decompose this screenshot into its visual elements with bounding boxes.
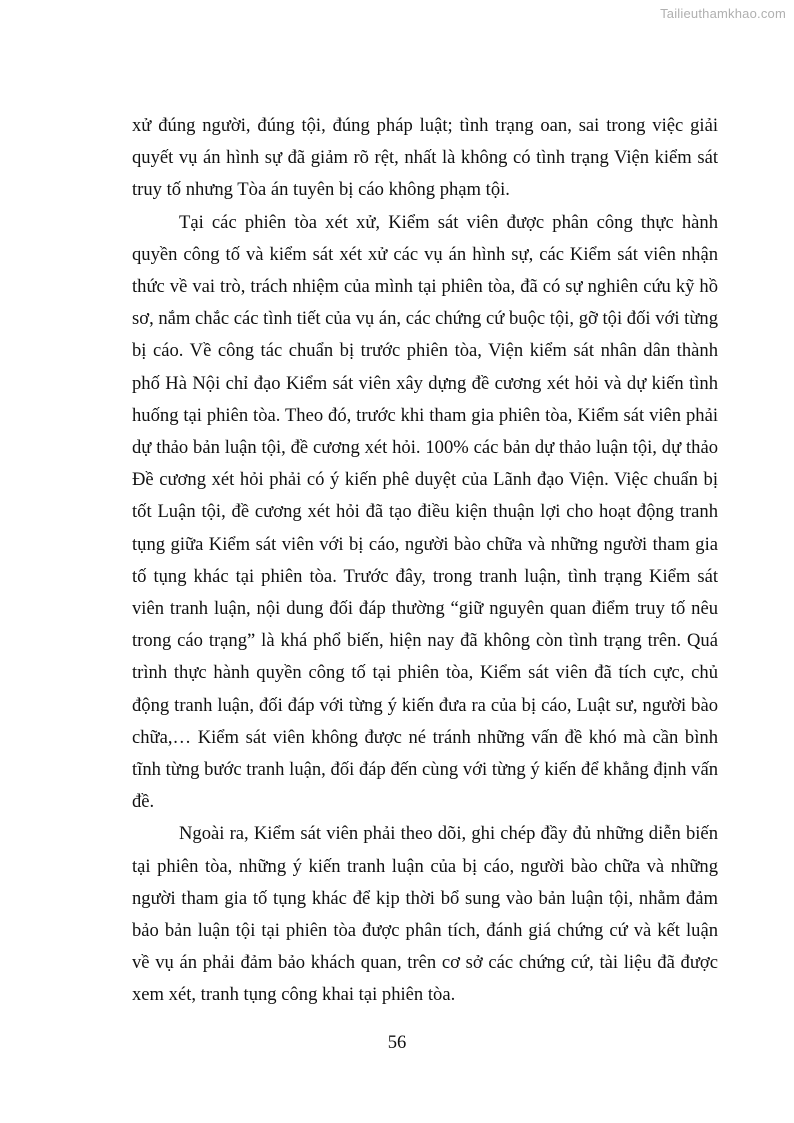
page-number: 56 (387, 1032, 407, 1053)
document-body (132, 110, 718, 1012)
watermark-text: Tailieuthamkhao.com (660, 6, 786, 21)
paragraph-trial-preparation: Tại các phiên tòa xét xử, Kiểm sát viên được phân công thực hành quyền công tố và kiểm sát xét xử các vụ án hình sự, các Kiểm sát viên nhận thức về vai trò, trách nhiệm của mình tại phiên tòa, đã có sự nghiên cứu kỹ hồ sơ, nắm chắc các tình tiết của vụ án, các chứng cứ buộc tội, gỡ tội đối với từng bị cáo. Về công tác chuẩn bị trước phiên tòa, Viện kiểm sát nhân dân thành phố Hà Nội chỉ đạo Kiểm sát viên xây dựng đề cương xét hỏi và dự kiến tình huống tại phiên tòa. Theo đó, trước khi tham gia phiên tòa, Kiểm sát viên phải dự thảo bản luận tội, đề cương xét hỏi. 100% các bản dự thảo luận tội, dự thảo Đề cương xét hỏi phải có ý kiến phê duyệt của Lãnh đạo Viện. Việc chuẩn bị tốt Luận tội, đề cương xét hỏi đã tạo điều kiện thuận lợi cho hoạt động tranh tụng giữa Kiểm sát viên với bị cáo, người bào chữa và những người tham gia tố tụng khác tại phiên tòa. Trước đây, trong tranh luận, tình trạng Kiểm sát viên tranh luận, nội dung đối đáp thường “giữ nguyên quan điểm truy tố nêu trong cáo trạng” là khá phổ biến, hiện nay đã không còn tình trạng trên. Quá trình thực hành quyền công tố tại phiên tòa, Kiểm sát viên đã tích cực, chủ động tranh luận, đối đáp với từng ý kiến đưa ra của bị cáo, Luật sư, người bào chữa,… Kiểm sát viên không được né tránh những vấn đề khó mà cần bình tĩnh từng bước tranh luận, đối đáp đến cùng với từng ý kiến để khẳng định vấn đề. (132, 211, 718, 813)
paragraph-continuation: xử đúng người, đúng tội, đúng pháp luật; tình trạng oan, sai trong việc giải quyết vụ án hình sự đã giảm rõ rệt, nhất là không có tình trạng Viện kiểm sát truy tố nhưng Tòa án tuyên bị cáo không phạm tội. (132, 115, 718, 201)
paragraph-trial-notes: Ngoài ra, Kiểm sát viên phải theo dõi, ghi chép đầy đủ những diễn biến tại phiên tòa, những ý kiến tranh luận của bị cáo, người bào chữa và những người tham gia tố tụng khác để kịp thời bổ sung vào bản luận tội, nhằm đảm bảo bản luận tội tại phiên tòa được phân tích, đánh giá chứng cứ và kết luận về vụ án phải đảm bảo khách quan, trên cơ sở các chứng cứ, tài liệu đã được xem xét, tranh tụng công khai tại phiên tòa. (132, 823, 718, 1006)
